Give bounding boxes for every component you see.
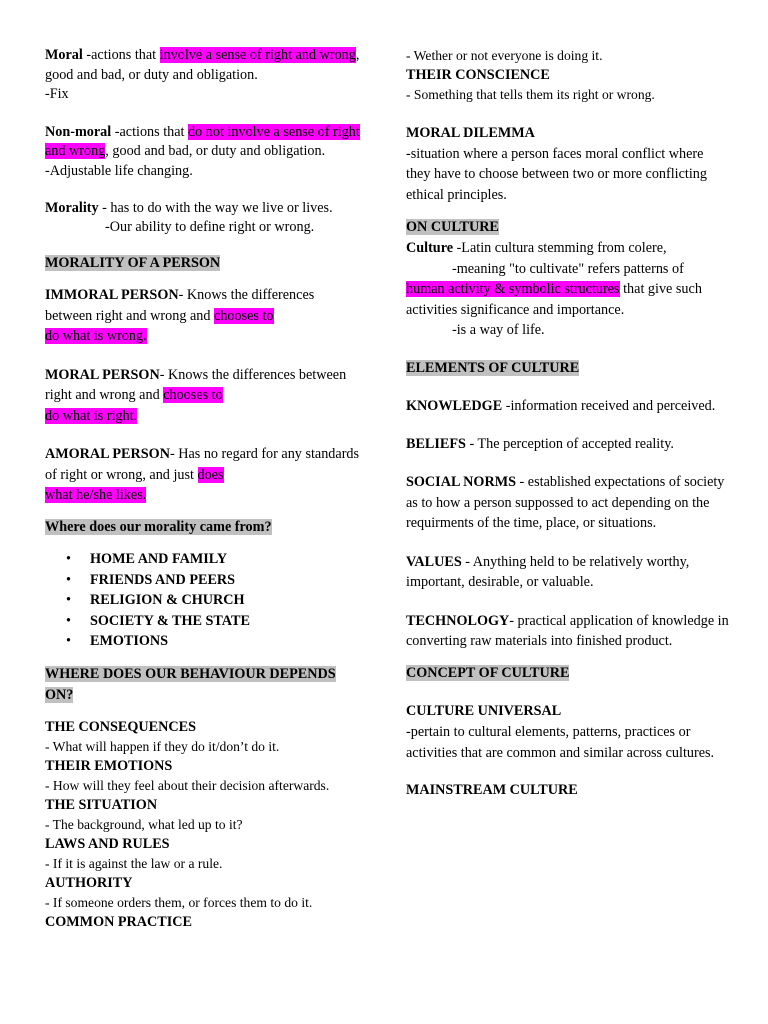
dilemma-definition: -situation where a person faces moral conflict where they have to choose between two or more conflicting ethical principles. [406, 145, 707, 203]
list-item: • SOCIETY & THE STATE [45, 611, 365, 632]
situation-definition: - The background, what led up to it? [45, 817, 243, 832]
social-norms: SOCIAL NORMS - established expectations of society as to how a person suppossed to act depending on the requirments of the time, place, or situations. [406, 474, 725, 531]
term-immoral: IMMORAL PERSON [45, 287, 179, 303]
common-practice-definition: - Wether or not everyone is doing it. [406, 48, 603, 63]
term-situation: THE SITUATION [45, 796, 158, 813]
morality-definition-2: -Our ability to define right or wrong. [105, 218, 315, 235]
term-common-practice: COMMON PRACTICE [45, 913, 192, 930]
bullet-icon: • [66, 592, 71, 608]
list-item: • RELIGION & CHURCH [45, 590, 365, 611]
amoral-person: AMORAL PERSON- Has no regard for any standards of right or wrong, and just does what he/she likes. [45, 446, 360, 503]
left-column [45, 46, 365, 932]
term-mainstream-culture: MAINSTREAM CULTURE [406, 782, 578, 798]
immoral-person: IMMORAL PERSON- Knows the differences between right and wrong and chooses to do what is wrong. [45, 287, 315, 344]
term-laws-rules: LAWS AND RULES [45, 835, 170, 852]
emotions-definition: - How will they feel about their decision afterwards. [45, 778, 330, 793]
technology: TECHNOLOGY- practical application of knowledge in converting raw materials into finished product. [406, 612, 729, 649]
term-culture: Culture [406, 240, 454, 256]
heading-elements: ELEMENTS OF CULTURE [406, 359, 580, 376]
term-amoral: AMORAL PERSON [45, 446, 170, 462]
universal-definition: -pertain to cultural elements, patterns, practices or activities that are common and similar across cultures. [406, 724, 715, 761]
term-conscience: THEIR CONSCIENCE [406, 66, 550, 83]
consequences-definition: - What will happen if they do it/don’t do it. [45, 739, 280, 754]
heading-concept: CONCEPT OF CULTURE [406, 664, 570, 681]
list-item: • HOME AND FAMILY [45, 549, 365, 570]
term-moral-person: MORAL PERSON [45, 366, 160, 383]
conscience-definition: - Something that tells them its right or wrong. [406, 87, 655, 102]
bullet-icon: • [66, 612, 71, 629]
morality-definition: Morality - has to do with the way we live or lives. [45, 200, 333, 216]
term-their-emotions: THEIR EMOTIONS [45, 757, 173, 774]
moral-fix: -Fix [45, 86, 69, 102]
list-item: • FRIENDS AND PEERS [45, 570, 365, 591]
highlight: human activity & symbolic structures [406, 281, 620, 297]
question-origin: Where does our morality came from? [45, 518, 272, 535]
origins-list [45, 549, 365, 652]
term-morality: Morality [45, 200, 99, 216]
term-nonmoral: Non-moral [45, 123, 112, 140]
nonmoral-definition: Non-moral -actions that do not involve a sense of right and wrong, good and bad, or duty and obligation. [45, 123, 360, 159]
term-knowledge: KNOWLEDGE [406, 398, 503, 414]
heading-on-culture: ON CULTURE [406, 219, 499, 235]
nonmoral-adjustable: -Adjustable life changing. [45, 162, 193, 179]
moral-definition: Moral -actions that involve a sense of right and wrong, good and bad, or duty and obligation. [45, 47, 360, 83]
authority-definition: - If someone orders them, or forces them to do it. [45, 895, 313, 910]
term-moral-dilemma: MORAL DILEMMA [406, 124, 535, 141]
heading-behaviour: WHERE DOES OUR BEHAVIOUR DEPENDS ON? [45, 665, 336, 703]
term-moral: Moral [45, 47, 83, 63]
term-consequences: THE CONSEQUENCES [45, 718, 196, 735]
term-values: VALUES [406, 553, 462, 570]
right-column [406, 46, 731, 801]
term-culture-universal: CULTURE UNIVERSAL [406, 703, 562, 719]
term-beliefs: BELIEFS [406, 435, 466, 452]
highlight: involve a sense of right and wrong [159, 47, 356, 63]
term-social-norms: SOCIAL NORMS [406, 474, 516, 490]
bullet-icon: • [66, 571, 71, 588]
knowledge: KNOWLEDGE -information received and perceived. [406, 398, 716, 414]
list-item: • EMOTIONS [45, 631, 365, 652]
term-authority: AUTHORITY [45, 874, 133, 891]
beliefs: BELIEFS - The perception of accepted reality. [406, 435, 674, 452]
highlight: do not involve a sense of right and wrong [45, 123, 360, 159]
culture-definition-3: human activity & symbolic structures that give such activities significance and importance. [406, 281, 702, 318]
bullet-icon: • [66, 633, 71, 649]
heading-morality-person: MORALITY OF A PERSON [45, 254, 221, 271]
values: VALUES - Anything held to be relatively worthy, important, desirable, or valuable. [406, 553, 690, 590]
laws-definition: - If it is against the law or a rule. [45, 856, 223, 871]
culture-definition: Culture -Latin cultura stemming from colere, [406, 240, 667, 256]
term-technology: TECHNOLOGY [406, 612, 510, 629]
bullet-icon: • [66, 551, 71, 567]
culture-definition-4: -is a way of life. [452, 322, 545, 338]
culture-definition-2: -meaning "to cultivate" refers patterns of [452, 260, 684, 277]
moral-person: MORAL PERSON- Knows the differences between right and wrong and chooses to do what is right. [45, 366, 347, 424]
